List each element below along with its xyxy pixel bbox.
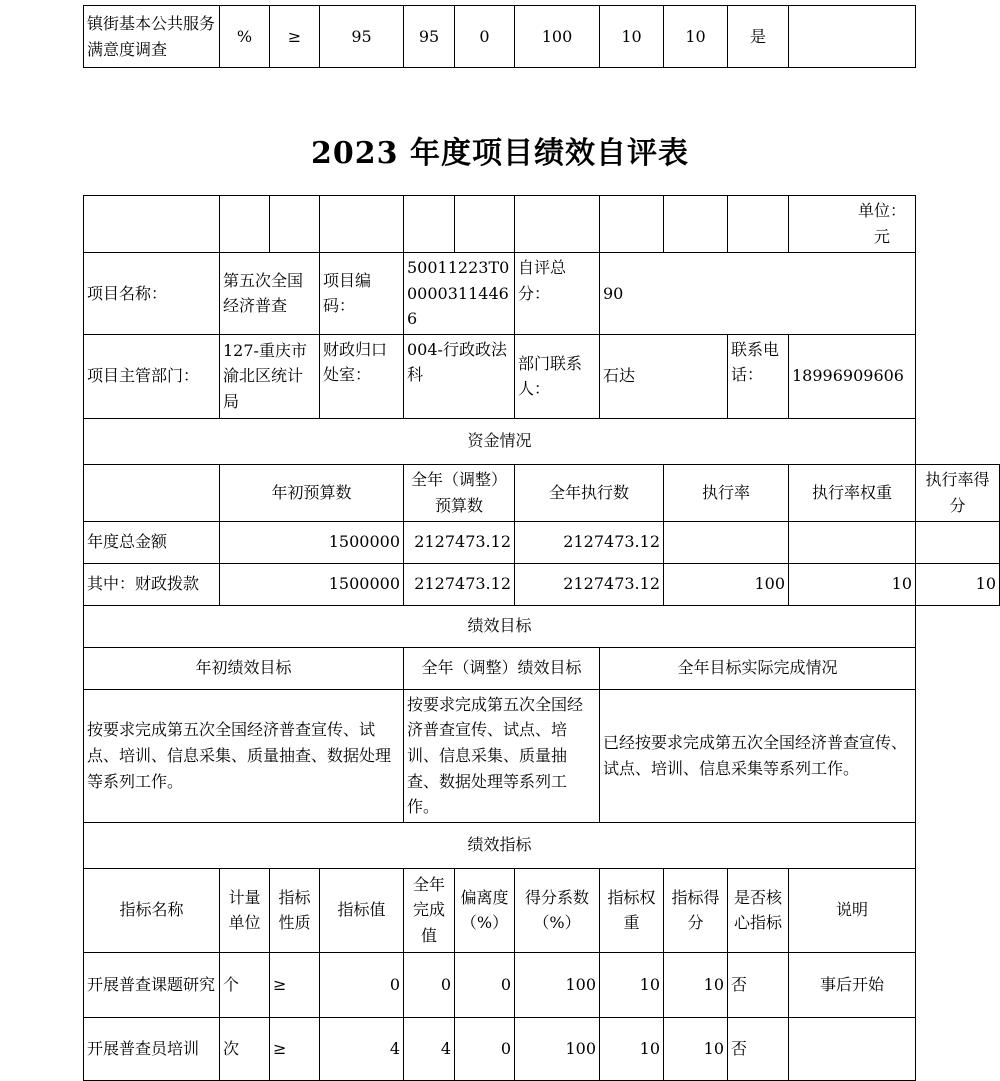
ind-nature: ≥: [270, 1017, 320, 1080]
project-name: 第五次全国经济普查: [220, 253, 320, 335]
table-row: [84, 6, 916, 68]
funds-header-row: [84, 464, 1000, 521]
indicator-core: 是: [728, 6, 789, 68]
self-evaluation-table: [83, 195, 1000, 1081]
ind-target: 0: [320, 952, 404, 1017]
page-title: 2023 年度项目绩效自评表: [311, 136, 689, 171]
ind-core: 否: [728, 1017, 789, 1080]
ind-header-nature: 指标性质: [270, 868, 320, 952]
ind-weight: 10: [600, 1017, 664, 1080]
indicator-note: [789, 6, 916, 68]
ind-core: 否: [728, 952, 789, 1017]
ind-deviation: 0: [455, 1017, 515, 1080]
ind-header-coef: 得分系数（%）: [515, 868, 600, 952]
ind-header-weight: 指标权重: [600, 868, 664, 952]
self-score-label: 自评总分：: [515, 253, 600, 335]
ind-target: 4: [320, 1017, 404, 1080]
funds-row-label: 其中：财政拨款: [84, 563, 220, 605]
ind-deviation: 0: [455, 952, 515, 1017]
ind-nature: ≥: [270, 952, 320, 1017]
funds-weight: 10: [789, 563, 916, 605]
funds-initial: 1500000: [220, 521, 404, 563]
funds-section-row: [84, 418, 1000, 464]
funds-header-initial: 年初预算数: [220, 464, 404, 521]
ind-score: 10: [664, 1017, 728, 1080]
ind-note: 事后开始: [789, 952, 916, 1017]
project-code-label: 项目编码：: [320, 253, 404, 335]
project-name-label: 项目名称：: [84, 253, 220, 335]
phone: 18996909606: [789, 334, 916, 418]
ind-header-complete: 全年完成值: [404, 868, 455, 952]
table-row: [84, 563, 1000, 605]
finance-office: 004-行政政法科: [404, 334, 515, 418]
funds-header-score: 执行率得分: [916, 464, 1000, 521]
self-score: 90: [600, 253, 916, 335]
indicator-weight: 10: [600, 6, 664, 68]
funds-header-adjusted: 全年（调整）预算数: [404, 464, 515, 521]
ind-coef: 100: [515, 1017, 600, 1080]
indicator-deviation: 0: [455, 6, 515, 68]
goals-section-row: [84, 605, 1000, 647]
phone-label: 联系电话：: [728, 334, 789, 418]
ind-header-name: 指标名称: [84, 868, 220, 952]
goals-section-title: 绩效目标: [84, 605, 916, 647]
ind-name: 开展普查课题研究: [84, 952, 220, 1017]
goals-header-adjusted: 全年（调整）绩效目标: [404, 647, 600, 689]
finance-label: 财政归口处室：: [320, 334, 404, 418]
indicators-section-row: [84, 822, 1000, 868]
indicator-unit: %: [220, 6, 270, 68]
ind-header-score: 指标得分: [664, 868, 728, 952]
goals-header-row: [84, 647, 1000, 689]
indicator-coef: 100: [515, 6, 600, 68]
previous-indicator-table: [83, 5, 916, 68]
goal-adjusted: 按要求完成第五次全国经济普查宣传、试点、培训、信息采集、质量抽查、数据处理等系列工作。: [404, 689, 600, 822]
ind-header-core: 是否核心指标: [728, 868, 789, 952]
funds-adjusted: 2127473.12: [404, 521, 515, 563]
ind-unit: 个: [220, 952, 270, 1017]
indicator-nature: ≥: [270, 6, 320, 68]
project-code: 50011223T000003114466: [404, 253, 515, 335]
funds-row-label: 年度总金额: [84, 521, 220, 563]
funds-score: [916, 521, 1000, 563]
contact: 石达: [600, 334, 728, 418]
goals-content-row: [84, 689, 1000, 822]
project-name-row: [84, 253, 1000, 335]
funds-executed: 2127473.12: [515, 521, 664, 563]
goal-actual: 已经按要求完成第五次全国经济普查宣传、试点、培训、信息采集等系列工作。: [600, 689, 916, 822]
table-row: [84, 952, 1000, 1017]
funds-initial: 1500000: [220, 563, 404, 605]
indicator-complete: 95: [404, 6, 455, 68]
indicator-target: 95: [320, 6, 404, 68]
unit-label: 单位：元: [789, 196, 916, 253]
indicators-header-row: [84, 868, 1000, 952]
ind-weight: 10: [600, 952, 664, 1017]
funds-section-title: 资金情况: [84, 418, 916, 464]
funds-weight: [789, 521, 916, 563]
ind-header-target: 指标值: [320, 868, 404, 952]
funds-rate: 100: [664, 563, 789, 605]
funds-score: 10: [916, 563, 1000, 605]
indicators-section-title: 绩效指标: [84, 822, 916, 868]
funds-rate: [664, 521, 789, 563]
ind-complete: 4: [404, 1017, 455, 1080]
goals-header-actual: 全年目标实际完成情况: [600, 647, 916, 689]
funds-header-executed: 全年执行数: [515, 464, 664, 521]
ind-name: 开展普查员培训: [84, 1017, 220, 1080]
dept-label: 项目主管部门：: [84, 334, 220, 418]
goals-header-initial: 年初绩效目标: [84, 647, 404, 689]
ind-unit: 次: [220, 1017, 270, 1080]
dept: 127-重庆市渝北区统计局: [220, 334, 320, 418]
indicator-name: 镇街基本公共服务满意度调查: [84, 6, 220, 68]
table-row: [84, 1017, 1000, 1080]
funds-executed: 2127473.12: [515, 563, 664, 605]
ind-score: 10: [664, 952, 728, 1017]
ind-coef: 100: [515, 952, 600, 1017]
ind-complete: 0: [404, 952, 455, 1017]
ind-header-note: 说明: [789, 868, 916, 952]
contact-label: 部门联系人：: [515, 334, 600, 418]
funds-adjusted: 2127473.12: [404, 563, 515, 605]
indicator-score: 10: [664, 6, 728, 68]
ind-header-unit: 计量单位: [220, 868, 270, 952]
table-row: [84, 521, 1000, 563]
funds-header-rate: 执行率: [664, 464, 789, 521]
funds-header-weight: 执行率权重: [789, 464, 916, 521]
dept-row: [84, 334, 1000, 418]
unit-row: [84, 196, 1000, 253]
ind-note: [789, 1017, 916, 1080]
ind-header-deviation: 偏离度（%）: [455, 868, 515, 952]
goal-initial: 按要求完成第五次全国经济普查宣传、试点、培训、信息采集、质量抽查、数据处理等系列工作。: [84, 689, 404, 822]
